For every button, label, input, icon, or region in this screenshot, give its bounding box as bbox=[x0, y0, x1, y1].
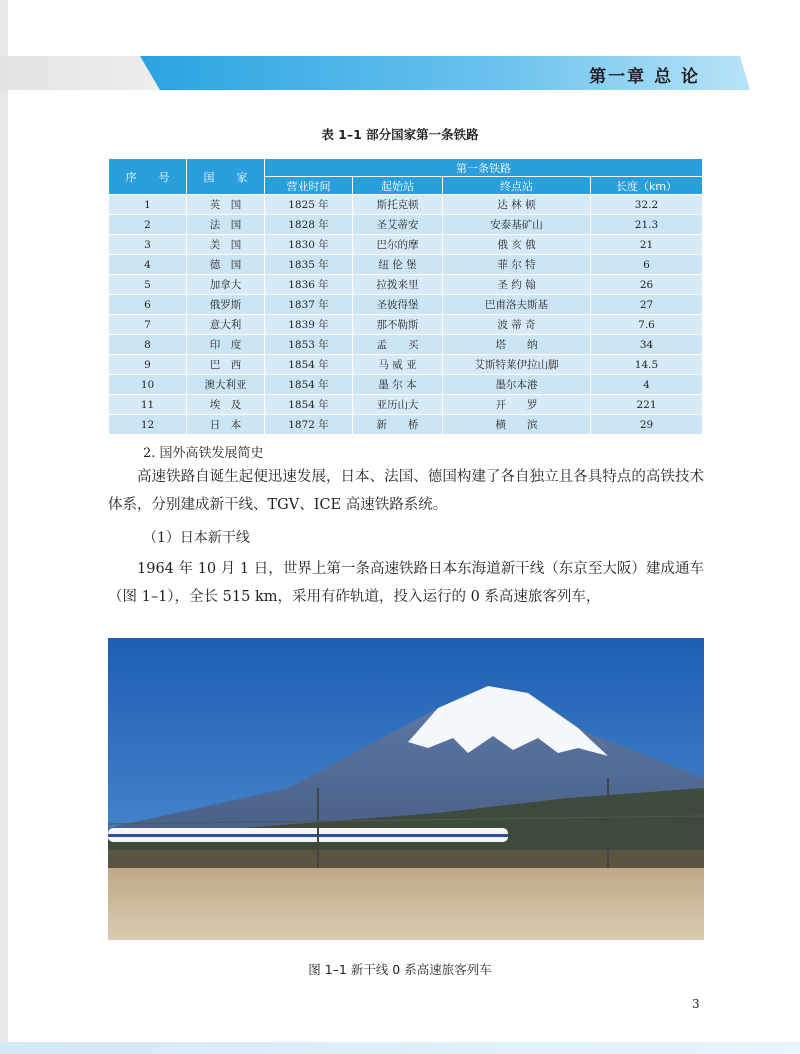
cell-length: 32.2 bbox=[591, 195, 703, 215]
cell-start-station: 圣彼得堡 bbox=[353, 295, 443, 315]
cell-end-station: 圣 约 翰 bbox=[443, 275, 591, 295]
paragraph-2: 1964 年 10 月 1 日，世界上第一条高速铁路日本东海道新干线（东京至大阪）建成通车（图 1–1），全长 515 km，采用有砟轨道，投入运行的 0 系高速旅客列车， bbox=[108, 561, 704, 605]
cell-country: 巴 西 bbox=[187, 355, 265, 375]
cell-opening-time: 1828 年 bbox=[265, 215, 353, 235]
cell-end-station: 菲 尔 特 bbox=[443, 255, 591, 275]
cell-opening-time: 1835 年 bbox=[265, 255, 353, 275]
cell-end-station: 达 林 顿 bbox=[443, 195, 591, 215]
section-heading: 2. 国外高铁发展简史 bbox=[143, 446, 264, 461]
cell-country: 美 国 bbox=[187, 235, 265, 255]
cell-end-station: 巴甫洛夫斯基 bbox=[443, 295, 591, 315]
table-row bbox=[109, 255, 703, 275]
cell-opening-time: 1854 年 bbox=[265, 395, 353, 415]
cell-start-station: 马 威 亚 bbox=[353, 355, 443, 375]
cell-start-station: 拉拨来里 bbox=[353, 275, 443, 295]
figure-caption: 图 1–1 新干线 0 系高速旅客列车 bbox=[308, 962, 492, 977]
cell-end-station: 俄 亥 俄 bbox=[443, 235, 591, 255]
cell-index: 7 bbox=[109, 315, 187, 335]
cell-length: 27 bbox=[591, 295, 703, 315]
cell-index: 6 bbox=[109, 295, 187, 315]
cell-length: 29 bbox=[591, 415, 703, 435]
cell-length: 4 bbox=[591, 375, 703, 395]
cell-country: 印 度 bbox=[187, 335, 265, 355]
header-country: 国 家 bbox=[187, 159, 265, 195]
cell-opening-time: 1872 年 bbox=[265, 415, 353, 435]
cell-opening-time: 1853 年 bbox=[265, 335, 353, 355]
table-row bbox=[109, 295, 703, 315]
table-row bbox=[109, 315, 703, 335]
cell-length: 26 bbox=[591, 275, 703, 295]
table-body bbox=[109, 195, 703, 435]
cell-end-station: 横 滨 bbox=[443, 415, 591, 435]
cell-country: 意大利 bbox=[187, 315, 265, 335]
cell-end-station: 安泰基矿山 bbox=[443, 215, 591, 235]
cell-start-station: 巴尔的摩 bbox=[353, 235, 443, 255]
cell-length: 6 bbox=[591, 255, 703, 275]
cell-country: 加拿大 bbox=[187, 275, 265, 295]
cell-length: 21.3 bbox=[591, 215, 703, 235]
cell-opening-time: 1830 年 bbox=[265, 235, 353, 255]
cell-start-station: 圣艾蒂安 bbox=[353, 215, 443, 235]
cell-length: 7.6 bbox=[591, 315, 703, 335]
cell-index: 5 bbox=[109, 275, 187, 295]
cell-length: 221 bbox=[591, 395, 703, 415]
cell-index: 8 bbox=[109, 335, 187, 355]
cell-length: 34 bbox=[591, 335, 703, 355]
header-index: 序 号 bbox=[109, 159, 187, 195]
table-row bbox=[109, 395, 703, 415]
cell-end-station: 艾斯特莱伊拉山脚 bbox=[443, 355, 591, 375]
cell-index: 10 bbox=[109, 375, 187, 395]
cell-country: 澳大利亚 bbox=[187, 375, 265, 395]
chapter-title: 第一章 总 论 bbox=[589, 67, 700, 87]
subheading-japan-shinkansen: （1）日本新干线 bbox=[143, 530, 250, 546]
table-row bbox=[109, 355, 703, 375]
cell-opening-time: 1854 年 bbox=[265, 355, 353, 375]
table-row bbox=[109, 335, 703, 355]
cell-country: 德 国 bbox=[187, 255, 265, 275]
table-row bbox=[109, 235, 703, 255]
header-first-railway: 第一条铁路 bbox=[265, 159, 703, 177]
cell-country: 英 国 bbox=[187, 195, 265, 215]
cell-country: 俄罗斯 bbox=[187, 295, 265, 315]
cell-end-station: 开 罗 bbox=[443, 395, 591, 415]
cell-index: 9 bbox=[109, 355, 187, 375]
cell-end-station: 墨尔本港 bbox=[443, 375, 591, 395]
header-opening-time: 营业时间 bbox=[265, 177, 353, 195]
cell-start-station: 孟 买 bbox=[353, 335, 443, 355]
cell-opening-time: 1837 年 bbox=[265, 295, 353, 315]
footer-band bbox=[0, 1042, 800, 1054]
table-row bbox=[109, 195, 703, 215]
cell-index: 4 bbox=[109, 255, 187, 275]
railway-table bbox=[108, 158, 703, 435]
cell-length: 14.5 bbox=[591, 355, 703, 375]
cell-start-station: 斯托克顿 bbox=[353, 195, 443, 215]
header-end-station: 终点站 bbox=[443, 177, 591, 195]
shinkansen-photo bbox=[108, 638, 704, 940]
cell-index: 12 bbox=[109, 415, 187, 435]
cell-index: 11 bbox=[109, 395, 187, 415]
table-caption: 表 1–1 部分国家第一条铁路 bbox=[321, 127, 479, 142]
cell-end-station: 塔 纳 bbox=[443, 335, 591, 355]
cell-index: 2 bbox=[109, 215, 187, 235]
cell-length: 21 bbox=[591, 235, 703, 255]
cell-start-station: 亚历山大 bbox=[353, 395, 443, 415]
cell-country: 法 国 bbox=[187, 215, 265, 235]
cell-start-station: 墨 尔 本 bbox=[353, 375, 443, 395]
cell-index: 3 bbox=[109, 235, 187, 255]
cell-opening-time: 1836 年 bbox=[265, 275, 353, 295]
cell-opening-time: 1839 年 bbox=[265, 315, 353, 335]
table-row bbox=[109, 275, 703, 295]
table-row bbox=[109, 375, 703, 395]
header-start-station: 起始站 bbox=[353, 177, 443, 195]
table-row bbox=[109, 415, 703, 435]
header-length: 长度（km） bbox=[591, 177, 703, 195]
paragraph-1: 高速铁路自诞生起便迅速发展，日本、法国、德国构建了各自独立且各具特点的高铁技术体系，分别建成新干线、TGV、ICE 高速铁路系统。 bbox=[108, 469, 704, 513]
page-edge bbox=[0, 0, 8, 1054]
cell-index: 1 bbox=[109, 195, 187, 215]
cell-country: 埃 及 bbox=[187, 395, 265, 415]
cell-start-station: 那不勒斯 bbox=[353, 315, 443, 335]
cell-country: 日 本 bbox=[187, 415, 265, 435]
cell-opening-time: 1825 年 bbox=[265, 195, 353, 215]
cell-start-station: 新 桥 bbox=[353, 415, 443, 435]
cell-end-station: 波 蒂 奇 bbox=[443, 315, 591, 335]
page-number: 3 bbox=[692, 997, 700, 1011]
table-row bbox=[109, 215, 703, 235]
cell-opening-time: 1854 年 bbox=[265, 375, 353, 395]
cell-start-station: 纽 伦 堡 bbox=[353, 255, 443, 275]
